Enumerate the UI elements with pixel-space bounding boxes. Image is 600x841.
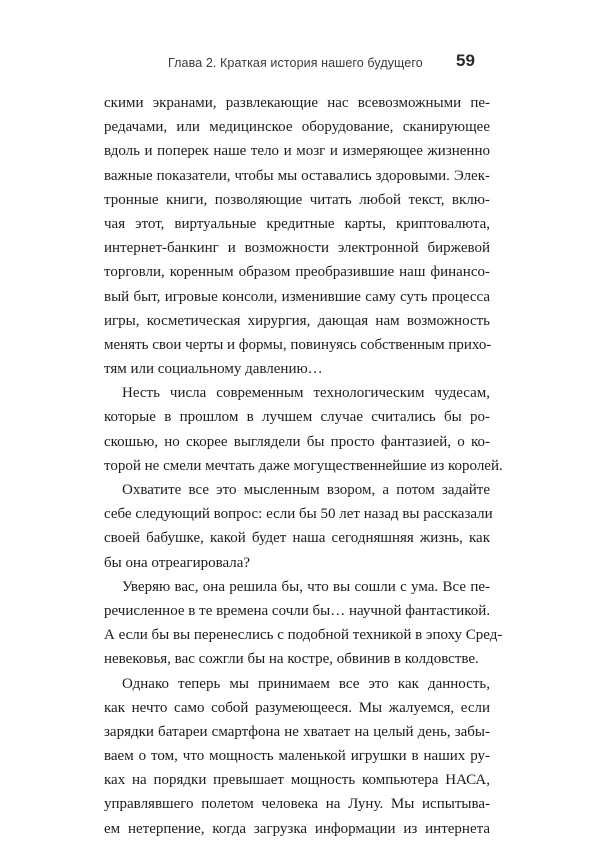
body-text <box>104 91 503 841</box>
text-line: тронные книги, позволяющие читать любой текст, вклю- <box>104 191 490 208</box>
text-line: как нечто само собой разумеющееся. Мы жалуемся, если <box>104 699 490 716</box>
text-line: ем нетерпение, когда загрузка информации из интернета <box>104 820 490 837</box>
text-line: Несть числа современным технологическим чудесам, <box>122 385 490 402</box>
text-line: зарядки батареи смартфона не хватает на целый день, забы- <box>104 723 490 740</box>
text-line: ках на порядки превышает мощность компьютера НАСА, <box>104 772 490 789</box>
text-line: игры, косметическая хирургия, дающая нам возможность <box>104 312 490 329</box>
text-line: которые в прошлом в лучшем случае считались бы ро- <box>104 409 490 426</box>
text-line: менять свои черты и формы, повинуясь собственным прихо- <box>104 336 492 353</box>
text-line: торговли, коренным образом преобразившие наш финансо- <box>104 264 490 281</box>
text-line: тям или социальному давлению… <box>104 361 323 378</box>
text-line: Охватите все это мысленным взором, а потом задайте <box>122 482 490 498</box>
text-line: чая этот, виртуальные кредитные карты, криптовалюта, <box>104 215 490 232</box>
text-line: вдоль и поперек наше тело и мозг и измеряющее жизненно <box>104 143 490 160</box>
text-line: себе следующий вопрос: если бы 50 лет назад вы рассказали <box>104 506 493 523</box>
text-line: важные показатели, чтобы мы оставались здоровыми. Элек- <box>104 167 490 184</box>
text-line: своей бабушке, какой будет наша сегодняшняя жизнь, как <box>104 530 490 547</box>
text-line: ваем о том, что мощность маленькой игрушки в наших ру- <box>104 748 490 765</box>
running-head: Глава 2. Краткая история нашего будущего <box>168 56 423 70</box>
text-line: интернет-банкинг и возможности электронной биржевой <box>104 240 490 257</box>
text-line: невековья, вас сожгли бы на костре, обвинив в колдовстве. <box>104 651 479 668</box>
text-line: скошью, но скорее выглядели бы просто фантазией, о ко- <box>104 433 490 450</box>
text-line: управлявшего полетом человека на Луну. Мы испытыва- <box>104 796 490 813</box>
page-number: 59 <box>456 51 475 70</box>
text-line: редачами, или медицинское оборудование, сканирующее <box>104 119 490 136</box>
text-line: вый быт, игровые консоли, изменившие саму суть процесса <box>104 288 490 305</box>
text-line: торой не смели мечтать даже могущественнейшие из королей. <box>104 457 503 474</box>
text-line: Уверяю вас, она решила бы, что вы сошли с ума. Все пе- <box>122 578 490 595</box>
text-line: Однако теперь мы принимаем все это как данность, <box>122 675 490 692</box>
text-line: скими экранами, развлекающие нас всевозможными пе- <box>104 95 490 111</box>
text-line: А если бы вы перенеслись с подобной техникой в эпоху Сред- <box>104 627 503 644</box>
text-line: бы она отреагировала? <box>104 554 251 571</box>
text-line: речисленное в те времена сочли бы… научной фантастикой. <box>104 602 491 619</box>
